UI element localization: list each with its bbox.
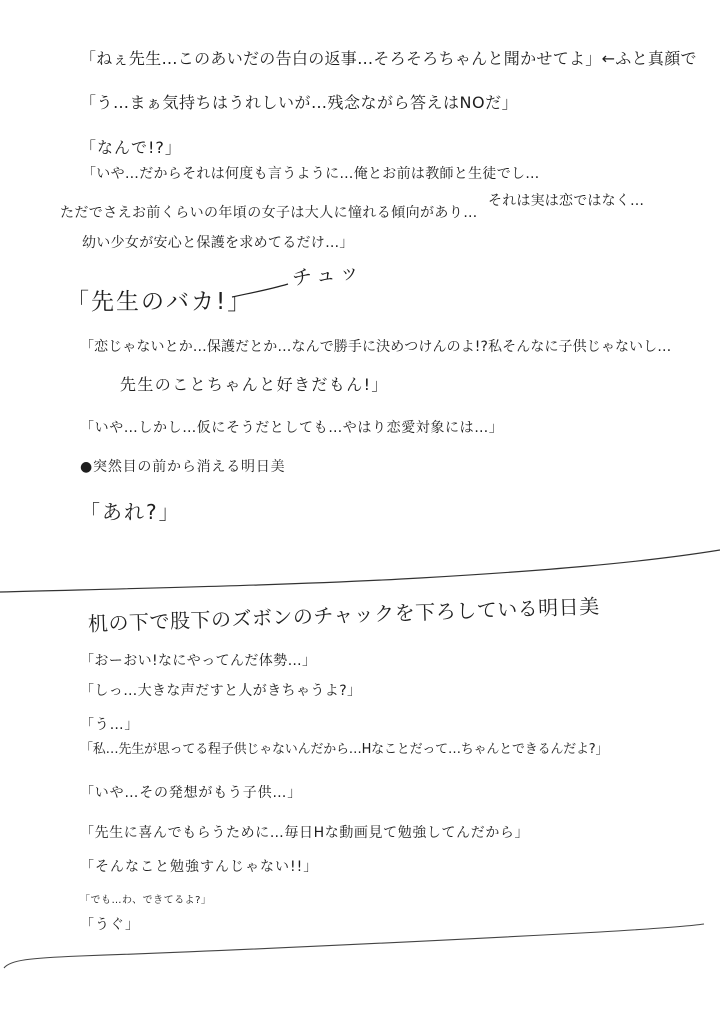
dialogue-line-8: 「恋じゃないとか…保護だとか…なんで勝手に決めつけんのよ!?私そんなに子供じゃないし… <box>80 339 672 355</box>
sound-effect-kiss: チュッ <box>290 258 365 290</box>
dialogue-line-19: 「でも…わ、できてるよ?」 <box>80 895 212 906</box>
dialogue-line-12: 「おーおい!なにやってんだ体勢…」 <box>80 653 317 669</box>
dialogue-line-2: 「う…まぁ気持ちはうれしいが…残念ながら答えはNOだ」 <box>80 93 519 112</box>
dialogue-line-14: 「う…」 <box>80 717 140 733</box>
dialogue-line-5-aside: それは実は恋ではなく… <box>488 193 645 209</box>
dialogue-line-1: 「ねぇ先生…このあいだの告白の返事…そろそろちゃんと聞かせてよ」←ふと真顔で <box>80 49 697 68</box>
dialogue-line-18: 「そんなこと勉強すんじゃない!!」 <box>80 859 319 875</box>
dialogue-line-17: 「先生に喜んでもらうために…毎日Hな動画見て勉強してんだから」 <box>80 825 530 841</box>
dialogue-line-7: 「先生のバカ!」 <box>66 289 253 315</box>
dialogue-line-4: 「いや…だからそれは何度も言うように…俺とお前は教師と生徒でし… <box>82 166 540 182</box>
dialogue-line-10: 「いや…しかし…仮にそうだとしても…やはり恋愛対象には…」 <box>80 420 504 436</box>
scene-divider-line <box>0 550 720 592</box>
dialogue-line-6: 幼い少女が安心と保護を求めてるだけ…」 <box>82 235 354 251</box>
dialogue-line-20: 「うぐ」 <box>80 917 140 933</box>
dialogue-line-11: 「あれ?」 <box>80 500 181 524</box>
dialogue-line-9: 先生のことちゃんと好きだもん!」 <box>120 375 389 394</box>
dialogue-line-15: 「私…先生が思ってる程子供じゃないんだから…Hなことだって…ちゃんとできるんだよ?」 <box>80 742 609 757</box>
dialogue-line-3: 「なんで!?」 <box>80 138 182 157</box>
dialogue-line-13: 「しっ…大きな声だすと人がきちゃうよ?」 <box>80 683 362 699</box>
dialogue-line-5: ただでさえお前くらいの年頃の女子は大人に憧れる傾向があり… <box>60 205 478 221</box>
stage-direction-1: ●突然目の前から消える明日美 <box>80 459 286 475</box>
dialogue-line-16: 「いや…その発想がもう子供…」 <box>80 785 302 801</box>
scene-description-2: 机の下で股下のズボンのチャックを下ろしている明日美 <box>87 594 601 636</box>
